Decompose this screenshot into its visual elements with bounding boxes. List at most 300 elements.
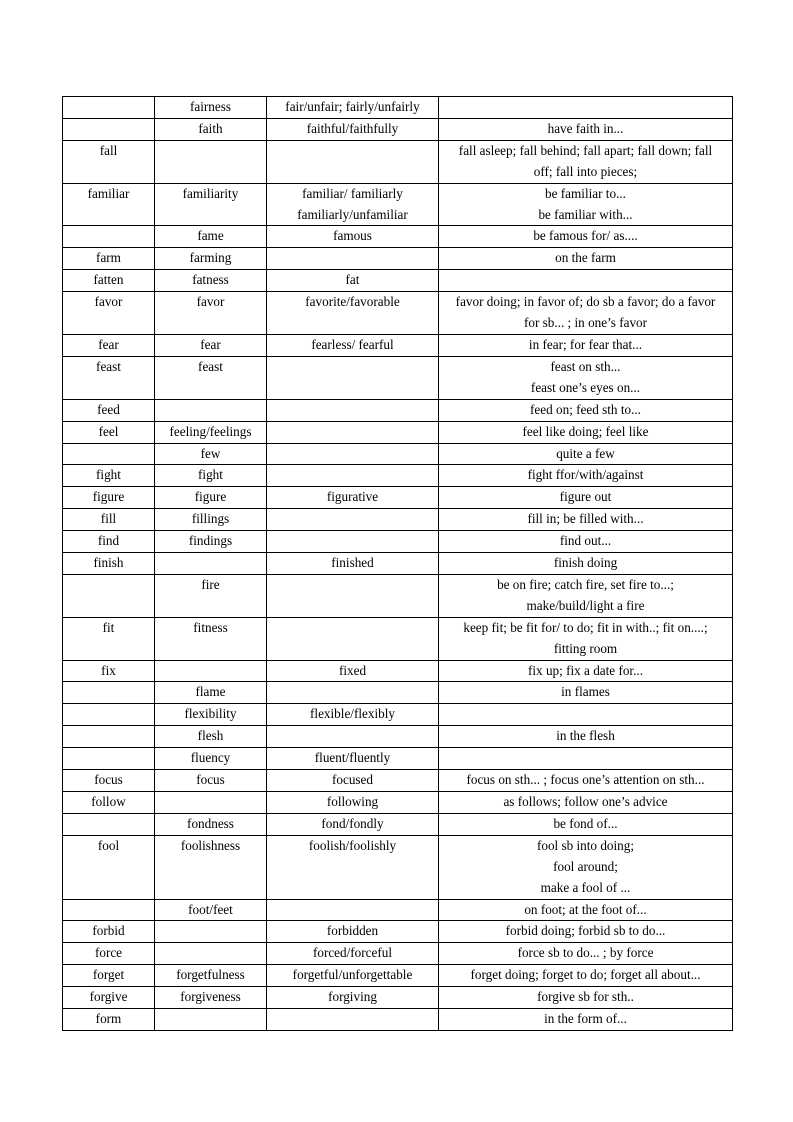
cell-line: fit — [102, 619, 115, 635]
cell-line: foolishness — [180, 837, 241, 853]
noun-cell — [155, 226, 267, 248]
cell-line — [269, 422, 436, 443]
cell-line — [65, 97, 152, 118]
cell-line — [269, 357, 436, 378]
cell-line: foot/feet — [188, 901, 233, 917]
cell-line: forgiving — [328, 989, 377, 1005]
adjective-adverb-cell — [267, 421, 439, 443]
adjective-adverb-cell — [267, 987, 439, 1009]
table-row — [63, 356, 733, 399]
cell-line: forget doing; forget to do; forget all about... — [470, 967, 701, 983]
cell-line — [157, 141, 264, 162]
cell-line: feast on sth... — [550, 358, 621, 374]
cell-line: favor — [94, 294, 123, 310]
noun-cell — [155, 943, 267, 965]
phrases-cell — [439, 617, 733, 660]
phrases-cell — [439, 726, 733, 748]
verb-cell — [63, 226, 155, 248]
table-row — [63, 97, 733, 119]
adjective-adverb-cell — [267, 770, 439, 792]
adjective-adverb-cell — [267, 1009, 439, 1031]
adjective-adverb-cell — [267, 813, 439, 835]
cell-line: fame — [197, 228, 224, 244]
adjective-adverb-cell — [267, 792, 439, 814]
cell-line — [157, 921, 264, 942]
adjective-adverb-cell — [267, 704, 439, 726]
adjective-adverb-cell — [267, 574, 439, 617]
noun-cell — [155, 682, 267, 704]
verb-cell — [63, 987, 155, 1009]
cell-line: fight ffor/with/against — [527, 467, 644, 483]
verb-cell — [63, 682, 155, 704]
cell-line: feeling/feelings — [169, 423, 252, 439]
phrases-cell — [439, 399, 733, 421]
cell-line: fillings — [191, 511, 230, 527]
cell-line: find — [97, 533, 120, 549]
cell-line: be familiar to... — [545, 185, 626, 201]
adjective-adverb-cell — [267, 248, 439, 270]
cell-line: focused — [331, 772, 373, 788]
phrases-cell — [439, 748, 733, 770]
cell-line — [65, 444, 152, 465]
cell-line: be fond of... — [553, 815, 618, 831]
cell-line: fix up; fix a date for... — [528, 662, 643, 678]
noun-cell — [155, 553, 267, 575]
noun-cell — [155, 921, 267, 943]
cell-line: finished — [331, 555, 374, 571]
adjective-adverb-cell — [267, 726, 439, 748]
cell-line — [269, 509, 436, 530]
phrases-cell — [439, 270, 733, 292]
cell-line: make/build/light a fire — [526, 597, 645, 613]
cell-line: have faith in... — [547, 120, 624, 136]
verb-cell — [63, 421, 155, 443]
cell-line: feel — [98, 423, 119, 439]
phrases-cell — [439, 943, 733, 965]
table-row — [63, 792, 733, 814]
cell-line: findings — [188, 533, 233, 549]
cell-line: focus on sth... ; focus one’s attention on sth... — [466, 772, 705, 788]
cell-line — [269, 248, 436, 269]
table-row — [63, 704, 733, 726]
cell-line: fitting room — [553, 640, 618, 656]
cell-line: force sb to do... ; by force — [517, 945, 654, 961]
adjective-adverb-cell — [267, 140, 439, 183]
cell-line — [65, 726, 152, 747]
table-row — [63, 987, 733, 1009]
phrases-cell — [439, 1009, 733, 1031]
phrases-cell — [439, 443, 733, 465]
cell-line: flame — [195, 684, 226, 700]
table-row — [63, 509, 733, 531]
verb-cell — [63, 748, 155, 770]
cell-line — [157, 661, 264, 682]
cell-line: fill — [100, 511, 117, 527]
cell-line — [65, 575, 152, 596]
cell-line: fire — [201, 576, 220, 592]
phrases-cell — [439, 118, 733, 140]
phrases-cell — [439, 553, 733, 575]
cell-line — [269, 465, 436, 486]
phrases-cell — [439, 509, 733, 531]
phrases-cell — [439, 183, 733, 226]
verb-cell — [63, 1009, 155, 1031]
noun-cell — [155, 270, 267, 292]
cell-line: feast one’s eyes on... — [530, 379, 641, 395]
cell-line — [157, 943, 264, 964]
verb-cell — [63, 509, 155, 531]
word-forms-table — [62, 96, 733, 1031]
cell-line: forgetfulness — [176, 967, 245, 983]
noun-cell — [155, 617, 267, 660]
cell-line: fearless/ fearful — [311, 336, 394, 352]
phrases-cell — [439, 487, 733, 509]
table-row — [63, 770, 733, 792]
cell-line: farming — [189, 250, 232, 266]
table-row — [63, 835, 733, 899]
table-row — [63, 118, 733, 140]
cell-line: force — [94, 945, 123, 961]
cell-line: fitness — [193, 619, 228, 635]
cell-line: fluency — [190, 750, 231, 766]
table-row — [63, 617, 733, 660]
cell-line: keep fit; be fit for/ to do; fit in with..; fit on....; — [463, 619, 708, 635]
cell-line: fond/fondly — [321, 815, 384, 831]
table-row — [63, 183, 733, 226]
cell-line: make a fool of ... — [540, 879, 631, 895]
noun-cell — [155, 813, 267, 835]
verb-cell — [63, 553, 155, 575]
noun-cell — [155, 443, 267, 465]
cell-line: feel like doing; feel like — [522, 423, 649, 439]
cell-line — [269, 444, 436, 465]
verb-cell — [63, 704, 155, 726]
noun-cell — [155, 726, 267, 748]
cell-line: favorite/favorable — [305, 294, 400, 310]
cell-line: figure — [194, 489, 227, 505]
cell-line: farm — [96, 250, 121, 266]
cell-line — [269, 1009, 436, 1030]
cell-line: fool around; — [553, 858, 618, 874]
cell-line: on the farm — [555, 250, 616, 266]
table-row — [63, 813, 733, 835]
table-row — [63, 140, 733, 183]
table-row — [63, 682, 733, 704]
cell-line: favor doing; in favor of; do sb a favor; do a favor — [455, 294, 716, 310]
noun-cell — [155, 835, 267, 899]
cell-line — [269, 618, 436, 639]
cell-line: fight — [96, 467, 121, 483]
cell-line: fluent/fluently — [314, 750, 391, 766]
cell-line: forgiveness — [180, 989, 241, 1005]
cell-line: faith — [198, 120, 223, 136]
cell-line: forget — [92, 967, 125, 983]
noun-cell — [155, 965, 267, 987]
phrases-cell — [439, 334, 733, 356]
table-row — [63, 270, 733, 292]
noun-cell — [155, 899, 267, 921]
cell-line — [65, 119, 152, 140]
noun-cell — [155, 118, 267, 140]
verb-cell — [63, 943, 155, 965]
phrases-cell — [439, 421, 733, 443]
cell-line: fairness — [189, 99, 231, 114]
table-row — [63, 899, 733, 921]
cell-line — [441, 97, 730, 118]
noun-cell — [155, 465, 267, 487]
cell-line: finish — [93, 555, 124, 571]
table-row — [63, 465, 733, 487]
verb-cell — [63, 792, 155, 814]
cell-line: in the flesh — [556, 728, 615, 744]
noun-cell — [155, 140, 267, 183]
adjective-adverb-cell — [267, 921, 439, 943]
table-row — [63, 292, 733, 335]
cell-line — [269, 141, 436, 162]
cell-line: focus — [196, 772, 225, 788]
adjective-adverb-cell — [267, 531, 439, 553]
noun-cell — [155, 183, 267, 226]
adjective-adverb-cell — [267, 226, 439, 248]
table-row — [63, 531, 733, 553]
verb-cell — [63, 356, 155, 399]
cell-line: fatten — [93, 272, 124, 288]
cell-line — [157, 400, 264, 421]
cell-line — [441, 270, 730, 291]
phrases-cell — [439, 682, 733, 704]
cell-line: following — [326, 794, 379, 809]
verb-cell — [63, 835, 155, 899]
cell-line: fool — [97, 837, 120, 853]
adjective-adverb-cell — [267, 399, 439, 421]
verb-cell — [63, 334, 155, 356]
phrases-cell — [439, 770, 733, 792]
cell-line — [441, 704, 730, 725]
verb-cell — [63, 726, 155, 748]
cell-line: in fear; for fear that... — [528, 336, 643, 352]
verb-cell — [63, 965, 155, 987]
cell-line — [157, 792, 264, 813]
cell-line: fight — [198, 467, 223, 483]
noun-cell — [155, 399, 267, 421]
verb-cell — [63, 399, 155, 421]
adjective-adverb-cell — [267, 553, 439, 575]
table-row — [63, 399, 733, 421]
adjective-adverb-cell — [267, 748, 439, 770]
verb-cell — [63, 574, 155, 617]
cell-line: focus — [94, 772, 123, 788]
verb-cell — [63, 140, 155, 183]
noun-cell — [155, 421, 267, 443]
cell-line: favor — [196, 294, 225, 310]
cell-line: faithful/faithfully — [306, 120, 399, 136]
cell-line: flesh — [197, 728, 224, 744]
adjective-adverb-cell — [267, 465, 439, 487]
adjective-adverb-cell — [267, 899, 439, 921]
cell-line: be on fire; catch fire, set fire to...; — [497, 576, 674, 592]
noun-cell — [155, 97, 267, 119]
adjective-adverb-cell — [267, 660, 439, 682]
cell-line: feed on; feed sth to... — [530, 401, 641, 417]
cell-line: fear — [200, 336, 221, 352]
adjective-adverb-cell — [267, 118, 439, 140]
phrases-cell — [439, 792, 733, 814]
noun-cell — [155, 1009, 267, 1031]
cell-line — [269, 575, 436, 596]
verb-cell — [63, 97, 155, 119]
phrases-cell — [439, 660, 733, 682]
verb-cell — [63, 813, 155, 835]
cell-line: flexibility — [184, 706, 237, 722]
cell-line — [65, 704, 152, 725]
cell-line: familiar — [87, 185, 130, 201]
cell-line — [65, 226, 152, 247]
verb-cell — [63, 617, 155, 660]
adjective-adverb-cell — [267, 183, 439, 226]
cell-line — [269, 531, 436, 552]
table-row — [63, 921, 733, 943]
cell-line — [269, 900, 436, 921]
table-row — [63, 943, 733, 965]
cell-line: figure — [92, 489, 125, 505]
cell-line: feast — [198, 358, 223, 374]
verb-cell — [63, 183, 155, 226]
adjective-adverb-cell — [267, 270, 439, 292]
noun-cell — [155, 509, 267, 531]
noun-cell — [155, 356, 267, 399]
cell-line: foolish/foolishly — [308, 837, 397, 853]
table-row — [63, 748, 733, 770]
adjective-adverb-cell — [267, 487, 439, 509]
table-row — [63, 421, 733, 443]
verb-cell — [63, 899, 155, 921]
cell-line: be famous for/ as.... — [533, 228, 638, 244]
verb-cell — [63, 270, 155, 292]
cell-line: forced/forceful — [312, 945, 393, 961]
cell-line: in flames — [561, 684, 610, 700]
cell-line: fool sb into doing; — [536, 837, 635, 853]
phrases-cell — [439, 899, 733, 921]
cell-line — [65, 748, 152, 769]
cell-line: forbid doing; forbid sb to do... — [505, 923, 666, 939]
cell-line: finish doing — [553, 555, 618, 571]
table-row — [63, 334, 733, 356]
cell-line — [269, 682, 436, 703]
phrases-cell — [439, 835, 733, 899]
cell-line: familiarly/unfamiliar — [297, 206, 408, 222]
verb-cell — [63, 531, 155, 553]
noun-cell — [155, 487, 267, 509]
noun-cell — [155, 334, 267, 356]
verb-cell — [63, 487, 155, 509]
table-row — [63, 248, 733, 270]
noun-cell — [155, 748, 267, 770]
phrases-cell — [439, 226, 733, 248]
verb-cell — [63, 118, 155, 140]
phrases-cell — [439, 813, 733, 835]
noun-cell — [155, 987, 267, 1009]
cell-line: fair/unfair; fairly/unfairly — [285, 99, 420, 114]
adjective-adverb-cell — [267, 356, 439, 399]
cell-line: off; fall into pieces; — [533, 163, 638, 179]
cell-line: in the form of... — [544, 1011, 627, 1027]
cell-line — [441, 748, 730, 769]
cell-line: familiar/ familiarly — [302, 185, 403, 201]
phrases-cell — [439, 356, 733, 399]
cell-line: famous — [333, 228, 372, 244]
adjective-adverb-cell — [267, 509, 439, 531]
cell-line — [269, 726, 436, 747]
phrases-cell — [439, 465, 733, 487]
cell-line: on foot; at the foot of... — [524, 901, 647, 917]
cell-line: form — [95, 1011, 122, 1027]
phrases-cell — [439, 704, 733, 726]
cell-line: figure out — [559, 489, 612, 505]
cell-line: feast — [96, 358, 121, 374]
cell-line: fatness — [192, 272, 229, 288]
adjective-adverb-cell — [267, 292, 439, 335]
phrases-cell — [439, 531, 733, 553]
noun-cell — [155, 292, 267, 335]
noun-cell — [155, 248, 267, 270]
verb-cell — [63, 443, 155, 465]
verb-cell — [63, 660, 155, 682]
cell-line: forgetful/unforgettable — [292, 967, 413, 983]
cell-line: fondness — [187, 815, 234, 831]
phrases-cell — [439, 292, 733, 335]
adjective-adverb-cell — [267, 443, 439, 465]
verb-cell — [63, 292, 155, 335]
cell-line: forgive — [89, 989, 128, 1005]
table-row — [63, 574, 733, 617]
verb-cell — [63, 921, 155, 943]
noun-cell — [155, 531, 267, 553]
cell-line: few — [200, 445, 221, 461]
cell-line: find out... — [559, 533, 612, 549]
cell-line: follow — [91, 794, 126, 809]
verb-cell — [63, 770, 155, 792]
cell-line: fall — [99, 142, 118, 158]
table-row — [63, 226, 733, 248]
noun-cell — [155, 660, 267, 682]
cell-line — [65, 682, 152, 703]
cell-line: be familiar with... — [538, 206, 633, 222]
cell-line: as follows; follow one’s advice — [503, 794, 668, 809]
table-row — [63, 660, 733, 682]
cell-line: fixed — [338, 662, 367, 678]
cell-line: for sb... ; in one’s favor — [523, 315, 648, 331]
table-row — [63, 553, 733, 575]
table-row — [63, 1009, 733, 1031]
verb-cell — [63, 465, 155, 487]
cell-line: forgive sb for sth.. — [537, 989, 634, 1005]
cell-line: familiarity — [182, 185, 239, 201]
cell-line: forbid — [92, 923, 125, 939]
noun-cell — [155, 792, 267, 814]
adjective-adverb-cell — [267, 835, 439, 899]
phrases-cell — [439, 97, 733, 119]
phrases-cell — [439, 965, 733, 987]
table-row — [63, 726, 733, 748]
noun-cell — [155, 574, 267, 617]
cell-line — [157, 1009, 264, 1030]
noun-cell — [155, 770, 267, 792]
adjective-adverb-cell — [267, 97, 439, 119]
phrases-cell — [439, 574, 733, 617]
word-forms-table-body — [63, 97, 733, 1031]
phrases-cell — [439, 140, 733, 183]
adjective-adverb-cell — [267, 965, 439, 987]
